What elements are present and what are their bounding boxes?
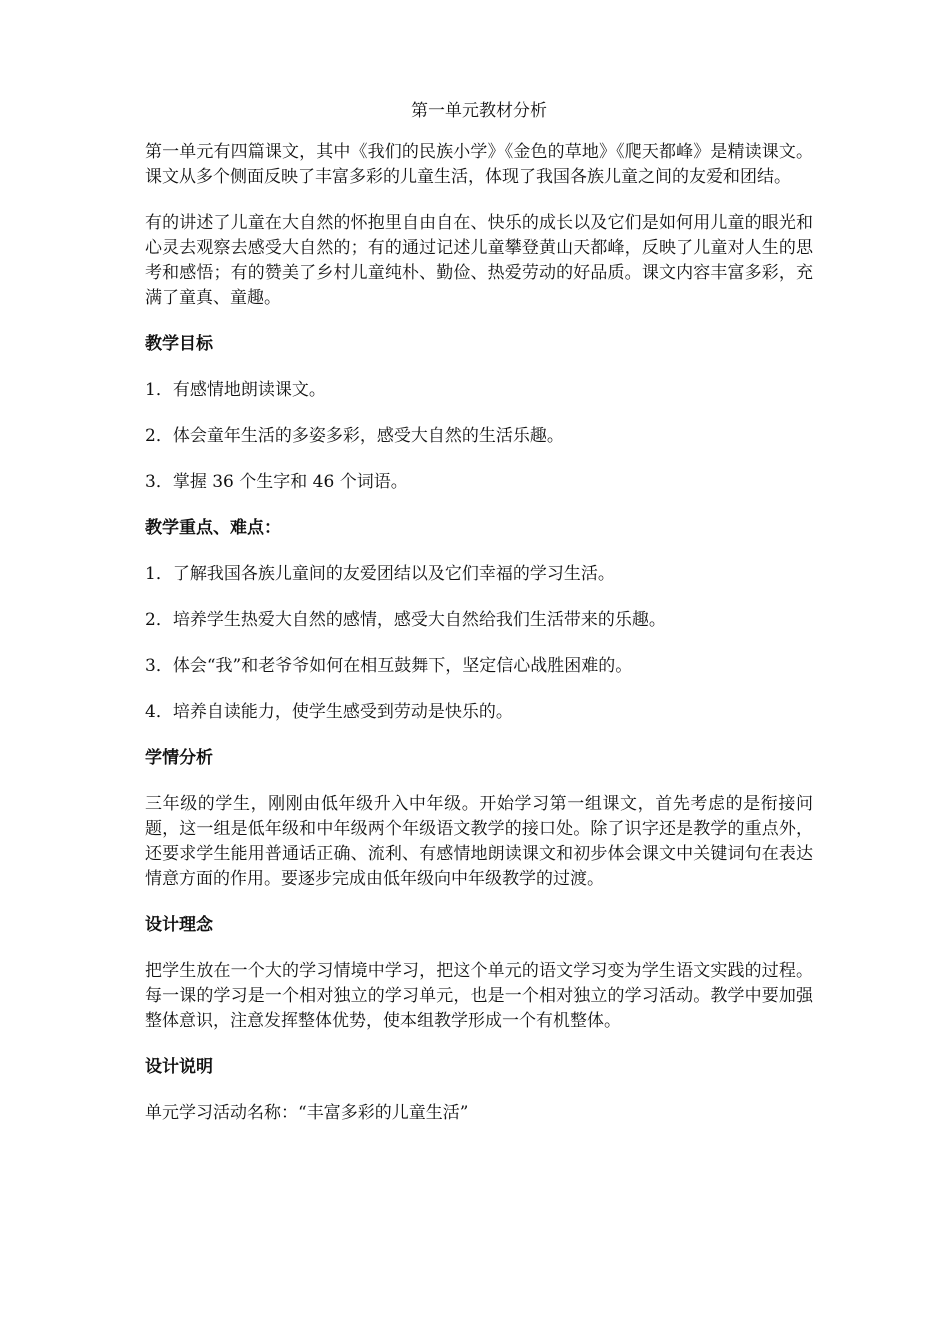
goals-heading: 教学目标 bbox=[145, 334, 213, 354]
intro-paragraph-1: 第一单元有四篇课文，其中《我们的民族小学》《金色的草地》《爬天都峰》是精读课文。课文从多个侧面反映了丰富多彩的儿童生活，体现了我国各族儿童之间的友爱和团结。 bbox=[145, 142, 813, 187]
key-point-item: 1．了解我国各族儿童间的友爱团结以及它们幸福的学习生活。 bbox=[145, 564, 615, 584]
goal-item: 3．掌握 36 个生字和 46 个词语。 bbox=[145, 472, 408, 492]
concept-heading: 设计理念 bbox=[145, 915, 213, 935]
key-points-heading: 教学重点、难点： bbox=[145, 518, 281, 538]
document-body bbox=[145, 96, 813, 1147]
concept-paragraph: 把学生放在一个大的学习情境中学习，把这个单元的语文学习变为学生语文实践的过程。每一课的学习是一个相对独立的学习单元，也是一个相对独立的学习活动。教学中要加强整体意识，注意发挥整体优势，使本组教学形成一个有机整体。 bbox=[145, 961, 813, 1031]
goal-item: 2．体会童年生活的多姿多彩，感受大自然的生活乐趣。 bbox=[145, 426, 564, 446]
analysis-paragraph: 三年级的学生，刚刚由低年级升入中年级。开始学习第一组课文，首先考虑的是衔接问题，这一组是低年级和中年级两个年级语文教学的接口处。除了识字还是教学的重点外，还要求学生能用普通话正确、流利、有感情地朗读课文和初步体会课文中关键词句在表达情意方面的作用。要逐步完成由低年级向中年级教学的过渡。 bbox=[145, 794, 813, 889]
document-title: 第一单元教材分析 bbox=[411, 101, 547, 121]
goal-item: 1．有感情地朗读课文。 bbox=[145, 380, 326, 400]
key-point-item: 4．培养自读能力，使学生感受到劳动是快乐的。 bbox=[145, 702, 513, 722]
intro-paragraph-2: 有的讲述了儿童在大自然的怀抱里自由自在、快乐的成长以及它们是如何用儿童的眼光和心灵去观察去感受大自然的；有的通过记述儿童攀登黄山天都峰，反映了儿童对人生的思考和感悟；有的赞美了乡村儿童纯朴、勤俭、热爱劳动的好品质。课文内容丰富多彩，充满了童真、童趣。 bbox=[145, 213, 813, 308]
explanation-heading: 设计说明 bbox=[145, 1057, 213, 1077]
analysis-heading: 学情分析 bbox=[145, 748, 213, 768]
explanation-paragraph: 单元学习活动名称：“丰富多彩的儿童生活” bbox=[145, 1103, 469, 1123]
key-point-item: 3．体会“我”和老爷爷如何在相互鼓舞下，坚定信心战胜困难的。 bbox=[145, 656, 633, 676]
key-point-item: 2．培养学生热爱大自然的感情，感受大自然给我们生活带来的乐趣。 bbox=[145, 610, 666, 630]
